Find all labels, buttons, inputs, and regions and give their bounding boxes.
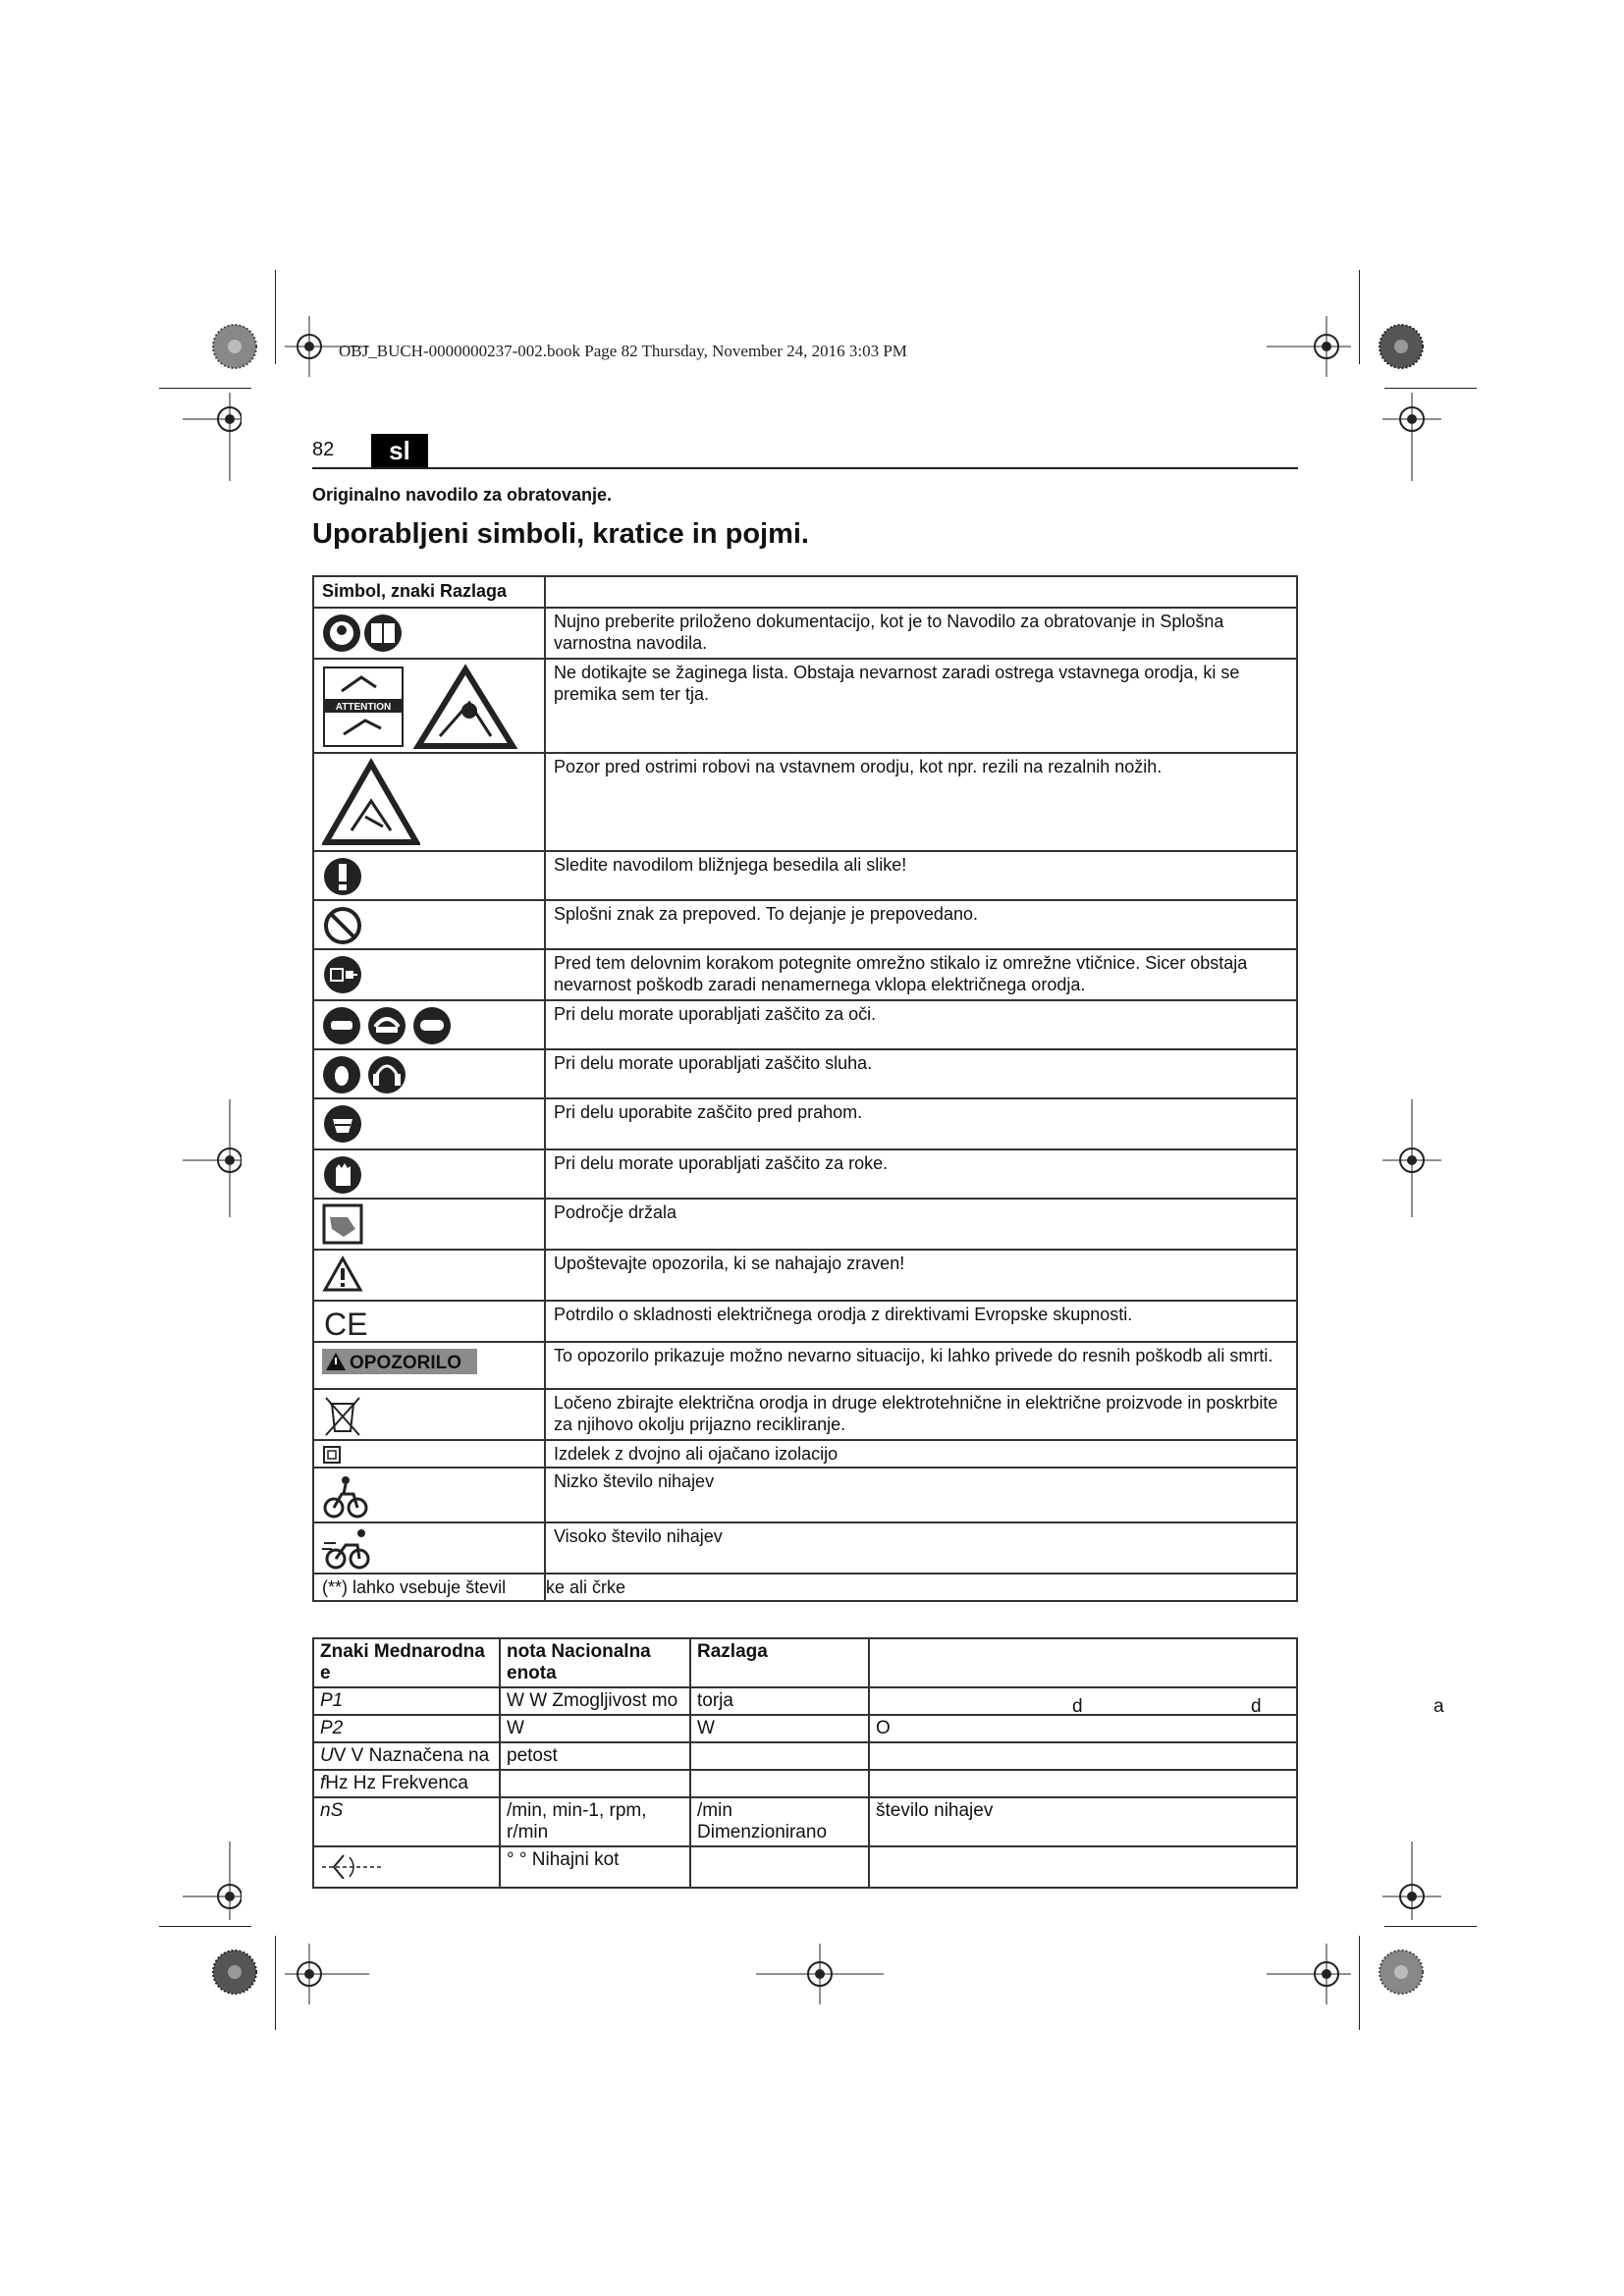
table-row [313, 608, 1297, 659]
table-row [313, 659, 1297, 753]
table-row [313, 1846, 1297, 1888]
unit-symbol: nS [313, 1797, 500, 1846]
unit-cell [690, 1770, 869, 1797]
table-row [313, 1468, 1297, 1522]
oscillation-angle-icon [320, 1849, 383, 1879]
unit-symbol: UV V Naznačena na [313, 1742, 500, 1770]
registration-mark-right-mid [1382, 1099, 1441, 1217]
symbol-description: Nujno preberite priloženo dokumentacijo, kot je to Navodilo za obratovanje in Splošna varnostna navodila. [545, 608, 1297, 659]
high-oscillation-icon [322, 1527, 377, 1571]
symbol-description: Visoko število nihajev [545, 1522, 1297, 1574]
low-oscillation-icon [322, 1472, 369, 1520]
registration-mark-left-low [183, 1842, 242, 1920]
table-row [313, 1149, 1297, 1199]
grip-area-icon [322, 1203, 363, 1245]
symbol-description: Pri delu morate uporabljati zaščito za roke. [545, 1149, 1297, 1199]
unit-symbol: P1 [313, 1687, 500, 1715]
unit-cell [690, 1742, 869, 1770]
calibration-target-bottom-right [1379, 1949, 1424, 1995]
symbol-description: Pri delu uporabite zaščito pred prahom. [545, 1098, 1297, 1149]
registration-mark-top-right [1267, 316, 1351, 377]
table-row [313, 1301, 1297, 1342]
units-table-header [313, 1638, 1297, 1687]
stray-letter: d [1251, 1696, 1262, 1717]
unit-cell [869, 1742, 1297, 1770]
footnote-left: (**) lahko vsebuje števil [313, 1574, 545, 1601]
table-row [313, 1770, 1297, 1797]
unplug-icon [322, 954, 363, 995]
symbol-description: Sledite navodilom bližnjega besedila ali slike! [545, 851, 1297, 900]
symbol-description: Splošni znak za prepoved. To dejanje je prepovedano. [545, 900, 1297, 949]
symbol-description: Pri delu morate uporabljati zaščito za oči. [545, 1000, 1297, 1049]
eye-protection-icon [322, 1005, 456, 1046]
unit-cell [869, 1846, 1297, 1888]
symbols-header-cell: Simbol, znaki Razlaga [313, 576, 545, 608]
table-row [313, 753, 1297, 851]
unit-cell [500, 1770, 690, 1797]
unit-cell: število nihajev [869, 1797, 1297, 1846]
original-note: Originalno navodilo za obratovanje. [312, 485, 613, 505]
registration-mark-bottom-center [756, 1944, 884, 2004]
calibration-target-bottom-left [212, 1949, 257, 1995]
page-number: 82 [312, 439, 335, 460]
unit-cell: ° ° Nihajni kot [500, 1846, 690, 1888]
table-row [313, 949, 1297, 1000]
registration-mark-right-low [1382, 1842, 1441, 1920]
symbol-description: Izdelek z dvojno ali ojačano izolacijo [545, 1440, 1297, 1468]
exclamation-icon [322, 856, 363, 897]
footnote-right: ke ali črke [545, 1574, 1297, 1601]
symbol-description: Ne dotikajte se žaginega lista. Obstaja nevarnost zaradi ostrega vstavnega orodja, ki se premika sem ter tja. [545, 659, 1297, 753]
unit-cell: W W Zmogljivost mo [500, 1687, 690, 1715]
table-row [313, 1440, 1297, 1468]
svg-text:ATTENTION: ATTENTION [335, 702, 392, 713]
saw-blade-warning-icon [322, 664, 518, 750]
symbol-description: Pri delu morate uporabljati zaščito sluha. [545, 1049, 1297, 1098]
table-row [313, 1687, 1297, 1715]
svg-text:OPOZORILO: OPOZORILO [350, 1353, 461, 1373]
stray-letter: d [1072, 1696, 1083, 1717]
unit-cell: O [869, 1715, 1297, 1742]
opozorilo-label-icon [322, 1347, 479, 1376]
dust-mask-icon [322, 1103, 363, 1145]
symbol-description: Področje držala [545, 1199, 1297, 1250]
ear-protection-icon [322, 1054, 410, 1095]
header-rule [312, 467, 1298, 469]
calibration-target-top-left [212, 324, 257, 369]
table-footnote-row [313, 1574, 1297, 1601]
prohibition-icon [322, 905, 363, 946]
symbols-table-header [313, 576, 1297, 608]
symbol-description: Ločeno zbirajte električna orodja in druge elektrotehnične in električne proizvode in poskrbite za njihovo okolju prijazno recikliranje. [545, 1389, 1297, 1440]
symbol-description: Upoštevajte opozorila, ki se nahajajo zraven! [545, 1250, 1297, 1301]
registration-mark-bottom-right [1267, 1944, 1351, 2004]
ce-mark-icon [322, 1306, 369, 1339]
units-header-national: nota Nacionalna enota [500, 1638, 690, 1687]
table-row [313, 1715, 1297, 1742]
symbol-description: Potrdilo o skladnosti električnega orodja z direktivami Evropske skupnosti. [545, 1301, 1297, 1342]
table-row [313, 1342, 1297, 1389]
unit-cell: torja [690, 1687, 869, 1715]
language-badge: sl [371, 434, 428, 467]
table-row [313, 1049, 1297, 1098]
unit-symbol: P2 [313, 1715, 500, 1742]
table-row [313, 1000, 1297, 1049]
svg-text:CE: CE [324, 1307, 368, 1339]
unit-cell [869, 1770, 1297, 1797]
stray-letter: a [1434, 1696, 1444, 1717]
unit-symbol [313, 1846, 500, 1888]
crossed-bin-icon [322, 1394, 363, 1437]
unit-cell [690, 1846, 869, 1888]
unit-cell [869, 1687, 1297, 1715]
table-row [313, 900, 1297, 949]
read-manual-icon [322, 613, 406, 654]
symbols-table [312, 575, 1298, 1602]
symbol-description: Pred tem delovnim korakom potegnite omrežno stikalo iz omrežne vtičnice. Sicer obstaja nevarnost poškodb zaradi nenamernega vklopa električnega orodja. [545, 949, 1297, 1000]
gloves-icon [322, 1154, 363, 1196]
double-insulation-icon [322, 1445, 344, 1465]
table-row [313, 1098, 1297, 1149]
calibration-target-top-right [1379, 324, 1424, 369]
table-row [313, 1742, 1297, 1770]
registration-mark-right-1 [1382, 393, 1441, 481]
units-header-empty [869, 1638, 1297, 1687]
unit-cell: W [690, 1715, 869, 1742]
registration-mark-bottom-left [285, 1944, 369, 2004]
registration-mark-left-mid [183, 1099, 242, 1217]
symbol-description: Pozor pred ostrimi robovi na vstavnem orodju, kot npr. rezili na rezalnih nožih. [545, 753, 1297, 851]
warning-triangle-icon [322, 1255, 363, 1294]
unit-cell: W [500, 1715, 690, 1742]
unit-symbol: fHz Hz Frekvenca [313, 1770, 500, 1797]
units-header-explanation: Razlaga [690, 1638, 869, 1687]
table-row [313, 1250, 1297, 1301]
symbol-description: Nizko število nihajev [545, 1468, 1297, 1522]
table-row [313, 851, 1297, 900]
table-row [313, 1389, 1297, 1440]
page-title: Uporabljeni simboli, kratice in pojmi. [312, 518, 809, 550]
table-row [313, 1199, 1297, 1250]
registration-mark-left-1 [183, 393, 242, 481]
symbol-description: To opozorilo prikazuje možno nevarno situacijo, ki lahko privede do resnih poškodb ali smrti. [545, 1342, 1297, 1389]
units-table [312, 1637, 1298, 1889]
symbols-header-empty [545, 576, 1297, 608]
unit-cell: /min Dimenzionirano [690, 1797, 869, 1846]
table-row [313, 1522, 1297, 1574]
book-header: OBJ_BUCH-0000000237-002.book Page 82 Thursday, November 24, 2016 3:03 PM [339, 342, 907, 360]
sharp-edge-warning-icon [322, 758, 420, 848]
unit-cell: /min, min-1, rpm, r/min [500, 1797, 690, 1846]
unit-cell: petost [500, 1742, 690, 1770]
units-header-symbol: Znaki Mednarodna e [313, 1638, 500, 1687]
table-row [313, 1797, 1297, 1846]
